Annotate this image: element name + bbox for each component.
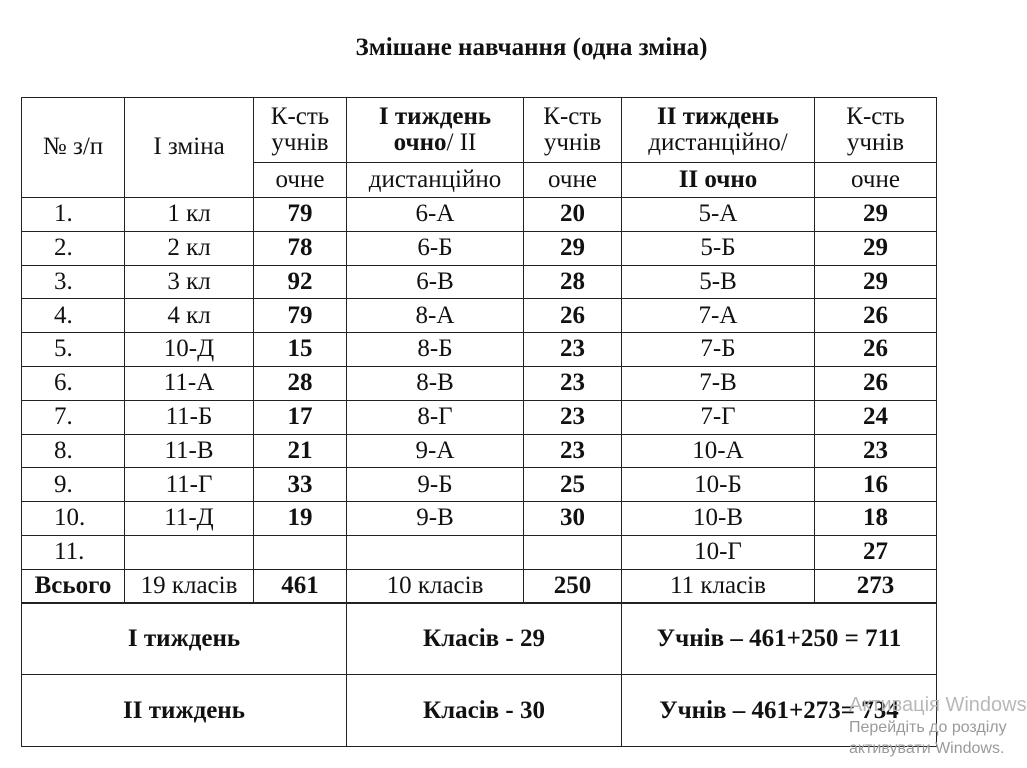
total-classes-week2: 11 класів xyxy=(622,569,815,603)
row-class-week2: 10-Г xyxy=(622,535,815,569)
row-class-shift1: 11-Г xyxy=(125,468,254,502)
header-week1-rest: / ІІ xyxy=(446,129,477,156)
table-row xyxy=(22,502,937,536)
row-count-week2: 29 xyxy=(815,265,937,299)
row-class-week2: 5-В xyxy=(622,265,815,299)
row-class-week1: 9-А xyxy=(347,434,524,468)
row-class-week1: 6-А xyxy=(347,198,524,232)
table-row xyxy=(22,366,937,400)
header-row xyxy=(22,98,937,163)
header-week1-bold: очно xyxy=(393,129,447,156)
row-count-shift1: 33 xyxy=(254,468,347,502)
table-row xyxy=(22,400,937,434)
row-count-week1: 25 xyxy=(524,468,622,502)
table-row xyxy=(22,535,937,569)
row-number: 8. xyxy=(22,434,125,468)
row-class-week2: 5-А xyxy=(622,198,815,232)
total-classes-shift1: 19 класів xyxy=(125,569,254,603)
header-count2-top: К-сть учнів xyxy=(524,98,622,163)
row-count-shift1: 92 xyxy=(254,265,347,299)
watermark-line1: Активація Windows xyxy=(849,694,1027,716)
row-count-week2: 23 xyxy=(815,434,937,468)
row-class-shift1: 4 кл xyxy=(125,299,254,333)
row-count-week1: 23 xyxy=(524,434,622,468)
row-class-week2: 7-А xyxy=(622,299,815,333)
row-number: 4. xyxy=(22,299,125,333)
activation-watermark xyxy=(849,692,1027,760)
row-count-shift1: 21 xyxy=(254,434,347,468)
total-classes-week1: 10 класів xyxy=(347,569,524,603)
row-count-week1: 26 xyxy=(524,299,622,333)
row-class-week2: 7-Г xyxy=(622,400,815,434)
row-count-shift1: 28 xyxy=(254,366,347,400)
row-class-week2: 10-А xyxy=(622,434,815,468)
row-count-shift1: 79 xyxy=(254,198,347,232)
row-class-week1: 6-Б xyxy=(347,231,524,265)
summary-classes: Класів - 30 xyxy=(347,675,622,747)
row-count-week2: 29 xyxy=(815,198,937,232)
total-count-week2: 273 xyxy=(815,569,937,603)
total-label: Всього xyxy=(22,569,125,603)
row-count-shift1: 15 xyxy=(254,333,347,367)
row-count-shift1: 17 xyxy=(254,400,347,434)
header-week2 xyxy=(622,98,815,163)
header-week2-title: ІІ тиждень xyxy=(657,102,779,130)
row-class-shift1: 11-А xyxy=(125,366,254,400)
row-class-week2: 10-Б xyxy=(622,468,815,502)
row-class-week2: 5-Б xyxy=(622,231,815,265)
row-class-week1: 8-Г xyxy=(347,400,524,434)
row-count-week1: 29 xyxy=(524,231,622,265)
row-number: 11. xyxy=(22,535,125,569)
row-number: 3. xyxy=(22,265,125,299)
row-class-shift1: 1 кл xyxy=(125,198,254,232)
header-week1-title: І тиждень xyxy=(378,102,492,130)
row-count-week2: 26 xyxy=(815,299,937,333)
header-count3-bottom: очне xyxy=(815,163,937,198)
row-count-shift1: 19 xyxy=(254,502,347,536)
table-row xyxy=(22,299,937,333)
row-class-week1: 8-А xyxy=(347,299,524,333)
row-count-shift1 xyxy=(254,535,347,569)
summary-students: Учнів – 461+250 = 711 xyxy=(622,603,937,675)
row-number: 10. xyxy=(22,502,125,536)
row-count-week2: 29 xyxy=(815,231,937,265)
table-row xyxy=(22,333,937,367)
table-row xyxy=(22,468,937,502)
row-count-week1 xyxy=(524,535,622,569)
row-count-week1: 20 xyxy=(524,198,622,232)
total-count-shift1: 461 xyxy=(254,569,347,603)
row-class-week2: 7-В xyxy=(622,366,815,400)
summary-week: ІІ тиждень xyxy=(22,675,347,747)
document-title: Змішане навчання (одна зміна) xyxy=(355,34,708,61)
row-number: 5. xyxy=(22,333,125,367)
header-week2-bottom: ІІ очно xyxy=(622,163,815,198)
total-count-week1: 250 xyxy=(524,569,622,603)
row-count-week1: 28 xyxy=(524,265,622,299)
watermark-line2: Перейдіть до розділу xyxy=(849,719,1007,736)
row-class-shift1: 3 кл xyxy=(125,265,254,299)
header-count-bottom: очне xyxy=(254,163,347,198)
header-count3-top: К-сть учнів xyxy=(815,98,937,163)
row-class-week1 xyxy=(347,535,524,569)
row-count-week2: 24 xyxy=(815,400,937,434)
row-number: 2. xyxy=(22,231,125,265)
table-row xyxy=(22,434,937,468)
table-row xyxy=(22,198,937,232)
row-class-shift1: 11-Д xyxy=(125,502,254,536)
summary-classes: Класів - 29 xyxy=(347,603,622,675)
summary-students: Учнів – 461+273= 734 xyxy=(622,675,937,747)
row-class-shift1: 11-В xyxy=(125,434,254,468)
header-num: № з/п xyxy=(22,98,125,198)
row-class-shift1: 11-Б xyxy=(125,400,254,434)
summary-table xyxy=(21,602,937,747)
row-number: 1. xyxy=(22,198,125,232)
watermark-line3: активувати Windows. xyxy=(849,739,1005,757)
row-number: 6. xyxy=(22,366,125,400)
header-count2-bottom: очне xyxy=(524,163,622,198)
row-class-week1: 6-В xyxy=(347,265,524,299)
row-class-week1: 9-Б xyxy=(347,468,524,502)
row-count-week2: 26 xyxy=(815,366,937,400)
row-class-week1: 9-В xyxy=(347,502,524,536)
row-count-week2: 18 xyxy=(815,502,937,536)
row-count-week1: 23 xyxy=(524,366,622,400)
row-class-week2: 10-В xyxy=(622,502,815,536)
row-count-shift1: 78 xyxy=(254,231,347,265)
header-shift: І зміна xyxy=(125,98,254,198)
row-class-week1: 8-Б xyxy=(347,333,524,367)
row-count-week2: 27 xyxy=(815,535,937,569)
row-class-week2: 7-Б xyxy=(622,333,815,367)
summary-week: І тиждень xyxy=(22,603,347,675)
table-row xyxy=(22,265,937,299)
classes-table xyxy=(21,97,937,604)
row-number: 7. xyxy=(22,400,125,434)
row-number: 9. xyxy=(22,468,125,502)
row-count-week2: 16 xyxy=(815,468,937,502)
header-count-top: К-сть учнів xyxy=(254,98,347,163)
row-count-week1: 23 xyxy=(524,400,622,434)
row-class-shift1: 10-Д xyxy=(125,333,254,367)
row-class-shift1: 2 кл xyxy=(125,231,254,265)
header-week1-bottom: дистанційно xyxy=(347,163,524,198)
total-row xyxy=(22,569,937,603)
summary-row xyxy=(22,675,937,747)
row-class-shift1 xyxy=(125,535,254,569)
table-row xyxy=(22,231,937,265)
row-count-week2: 26 xyxy=(815,333,937,367)
row-class-week1: 8-В xyxy=(347,366,524,400)
summary-row xyxy=(22,603,937,675)
header-week2-mid: дистанційно/ xyxy=(648,129,788,156)
header-week1 xyxy=(347,98,524,163)
row-count-week1: 30 xyxy=(524,502,622,536)
row-count-shift1: 79 xyxy=(254,299,347,333)
row-count-week1: 23 xyxy=(524,333,622,367)
